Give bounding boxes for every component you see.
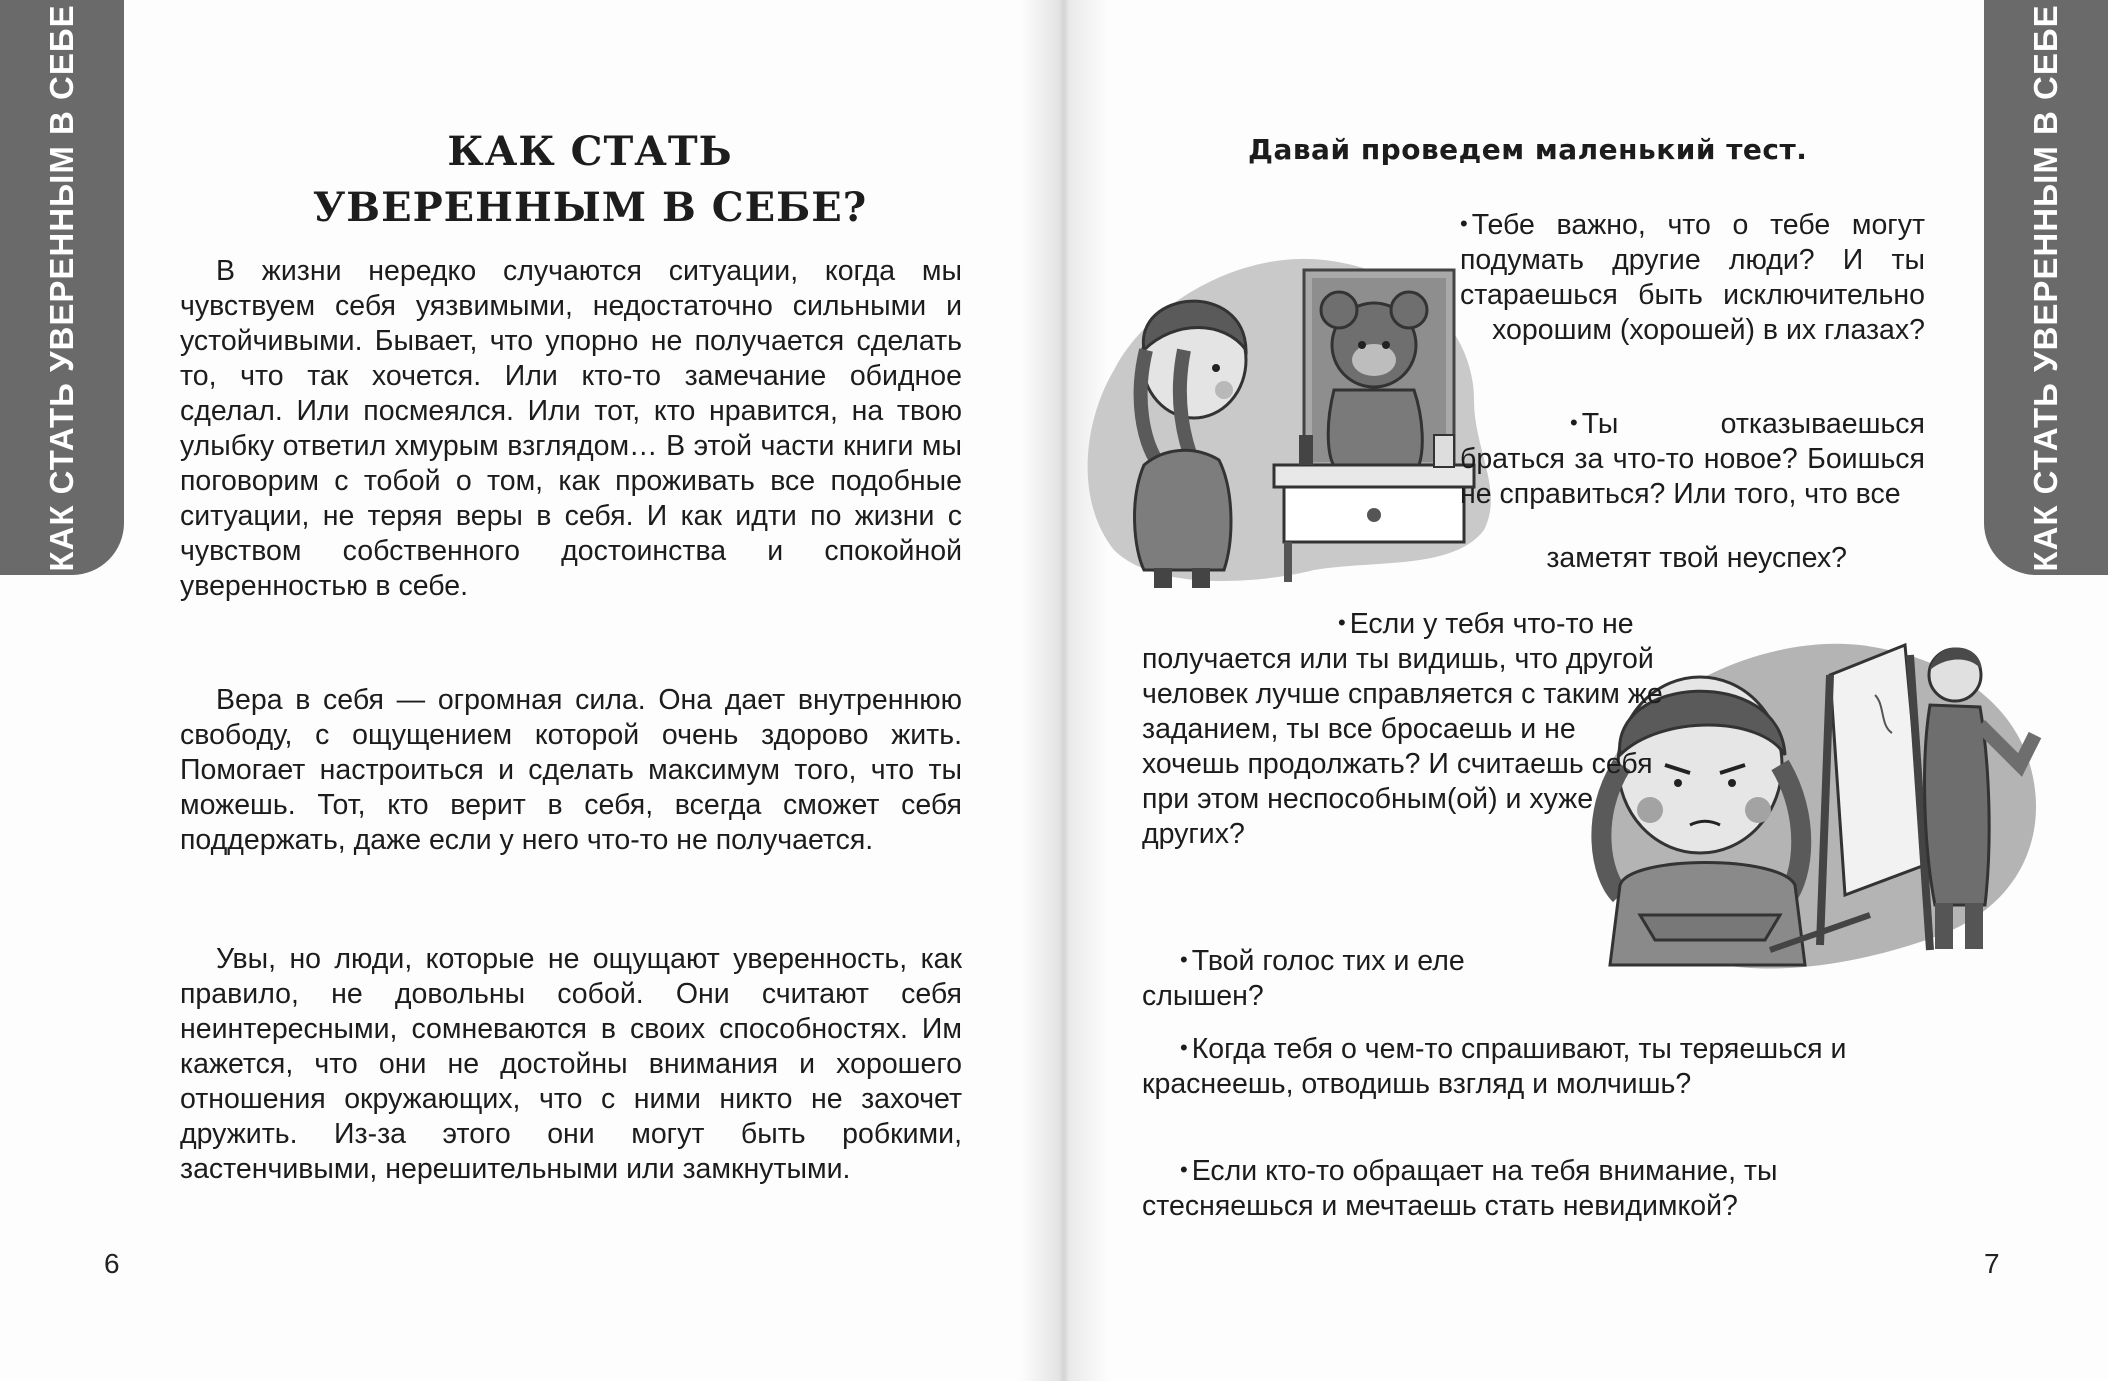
test-question: • Если кто-то обращает на тебя внимание, ты стесняешься и мечтаешь стать невидимкой? (1142, 1155, 1778, 1222)
page-number: 6 (104, 1248, 120, 1279)
bullet-icon: • (1460, 211, 1468, 236)
body-paragraph: В жизни нередко случаются ситуации, когда мы чувствуем себя уязвимыми, недостаточно сильными и устойчивыми. Бывает, что упорно не получается сделать то, что так хочется. Или кто-то замечание обидное сделал. Или посмеялся. Или тот, кто нравится, на твою улыбку ответил хмурым взглядом… В этой части книги мы поговорим с тобой о том, как проживать все подобные ситуации, не теряя веры в себя. И как идти по жизни с чувством собственного достоинства и спокойной уверенностью в себе. (180, 255, 962, 602)
test-question: • Когда тебя о чем-то спрашивают, ты теряешься и краснеешь, отводишь взгляд и молчишь? (1142, 1033, 1847, 1100)
page-title-line2: УВЕРЕННЫМ В СЕБЕ? (312, 184, 868, 231)
test-question: • Твой голос тих и еле слышен? (1142, 945, 1465, 1012)
body-paragraph: Вера в себя — огромная сила. Она дает внутреннюю свободу, с ощущением которой очень здорово жить. Помогает настроиться и сделать максимум того, что ты можешь. Тот, кто верит в себя, всегда сможет себя поддержать, даже если у него что-то не получается. (180, 684, 962, 856)
bullet-icon: • (1570, 410, 1578, 435)
side-tab-text: КАК СТАТЬ УВЕРЕННЫМ В СЕБЕ (43, 3, 80, 572)
page-title (270, 124, 910, 236)
left-page (0, 0, 1052, 1381)
side-tab-text: КАК СТАТЬ УВЕРЕННЫМ В СЕБЕ (2027, 3, 2064, 572)
test-question: • Если у тебя что-то не получается или ты видишь, что другой человек лучше справляется с таким же заданием, ты все бросаешь и не хочешь продолжать? И считаешь себя при этом неспособным(ой) и хуже других? (1142, 608, 1663, 850)
girl-mirror-illustration (1074, 250, 1494, 590)
bullet-icon: • (1338, 610, 1346, 635)
page-title-line1: КАК СТАТЬ (447, 128, 733, 175)
bullet-icon: • (1180, 1035, 1188, 1060)
test-question-continuation: заметят твой неуспех? (1546, 542, 1847, 574)
test-question: • Ты отказываешься браться за что-то новое? Боишься не справиться? Или того, что все (1460, 408, 1925, 510)
side-tab-left (0, 0, 124, 575)
side-tab-right (1984, 0, 2108, 575)
body-paragraph: Увы, но люди, которые не ощущают уверенность, как правило, не довольны собой. Они считают себя неинтересными, сомневаются в своих способностях. Им кажется, что они не достойны внимания и хорошего отношения окружающих, что с ними никто не захочет дружить. Из-за этого они могут быть робкими, застенчивыми, нерешительными или замкнутыми. (180, 943, 962, 1185)
bullet-icon: • (1180, 947, 1188, 972)
test-heading: Давай проведем маленький тест. (1248, 133, 1808, 166)
page-number: 7 (1984, 1248, 2000, 1279)
test-question: • Тебе важно, что о тебе могут подумать другие люди? И ты стараешься быть исключительно хорошим (хорошей) в их глазах? (1460, 209, 1925, 346)
bullet-icon: • (1180, 1157, 1188, 1182)
